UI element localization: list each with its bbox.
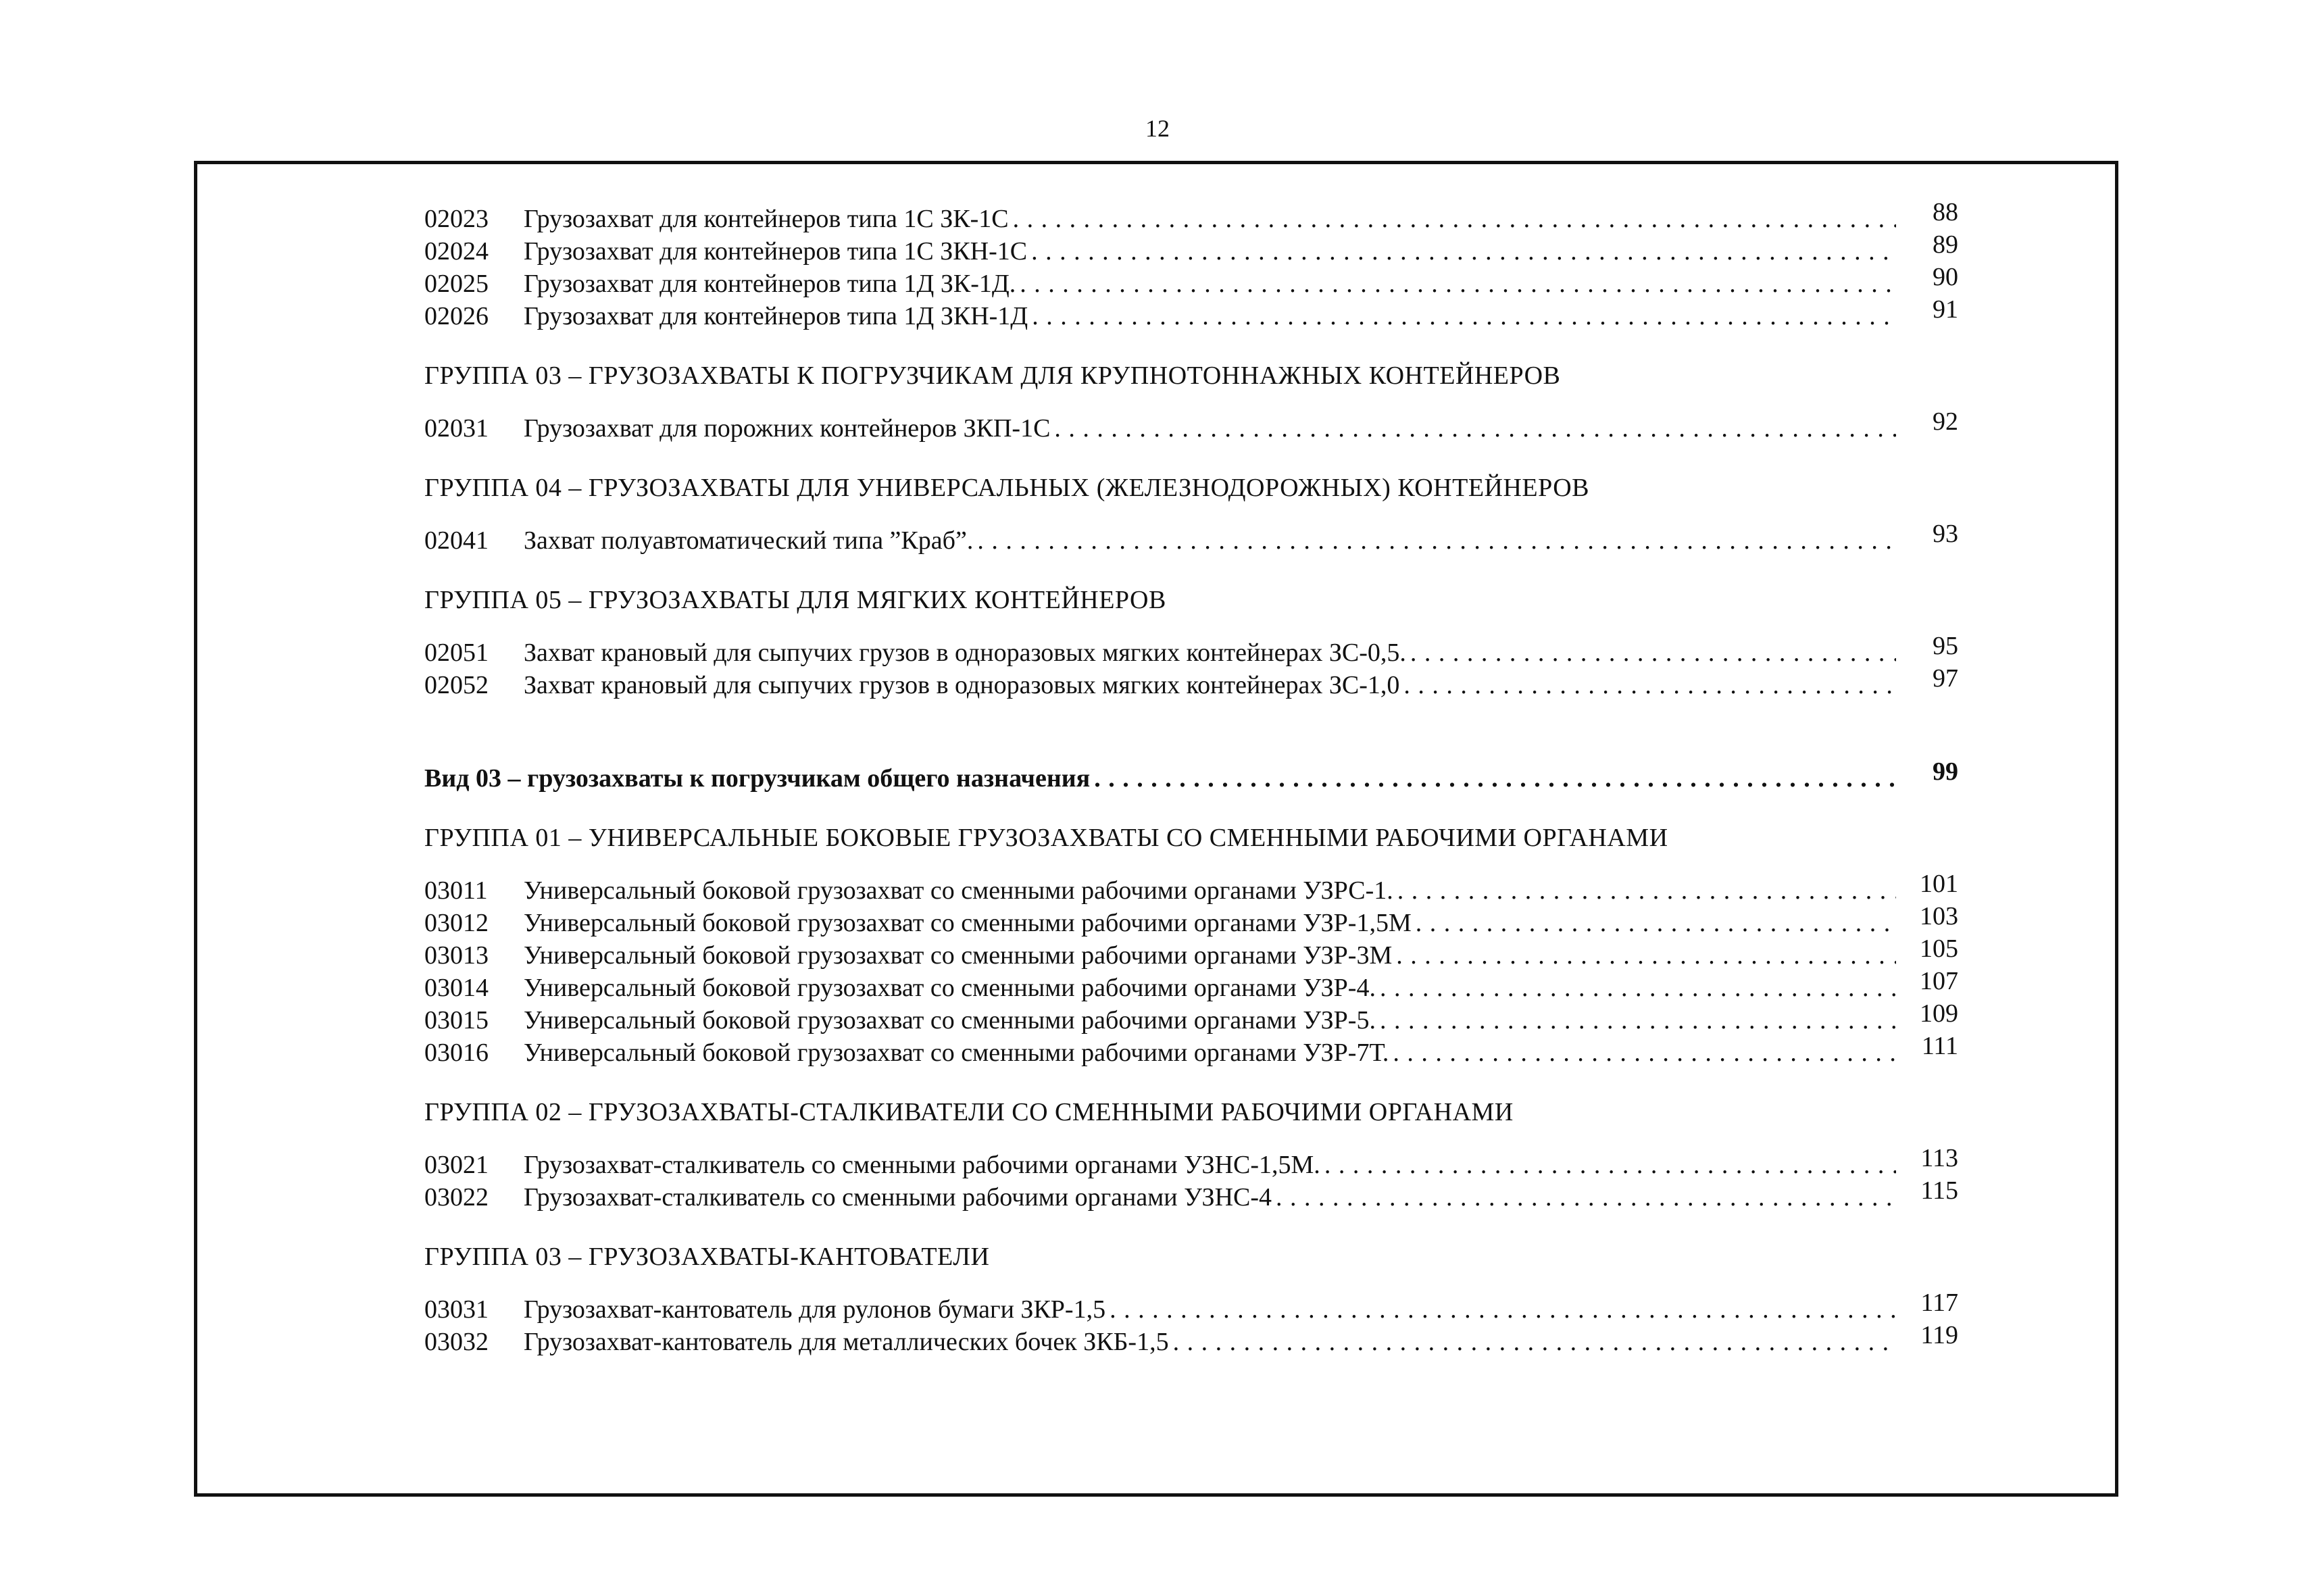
entry-page: 90 xyxy=(1933,263,1958,291)
entry-title: Универсальный боковой грузозахват со сменными рабочими органами УЗР-7Т. xyxy=(524,1039,1389,1067)
entry-page: 115 xyxy=(1920,1176,1958,1205)
toc-entry xyxy=(424,1321,1958,1358)
entry-title: Захват полуавтоматический типа ”Краб”. xyxy=(524,526,974,555)
view-title: Вид 03 – грузозахваты к погрузчикам общего назначения xyxy=(424,764,1091,793)
entry-page: 105 xyxy=(1920,934,1958,963)
entry-page: 91 xyxy=(1933,295,1958,324)
entry-page: 107 xyxy=(1920,967,1958,995)
entry-title: Универсальный боковой грузозахват со сменными рабочими органами УЗР-1,5М xyxy=(524,909,1412,937)
toc-entry xyxy=(424,632,1958,669)
entry-page: 113 xyxy=(1920,1144,1958,1172)
group-heading: ГРУППА 03 – ГРУЗОЗАХВАТЫ-КАНТОВАТЕЛИ xyxy=(424,1243,990,1271)
entry-page: 109 xyxy=(1920,999,1958,1028)
group-heading: ГРУППА 04 – ГРУЗОЗАХВАТЫ ДЛЯ УНИВЕРСАЛЬНЫХ (ЖЕЛЕЗНОДОРОЖНЫХ) КОНТЕЙНЕРОВ xyxy=(424,474,1590,502)
entry-title: Грузозахват для контейнеров типа 1Д ЗКН-1Д xyxy=(524,302,1028,330)
entry-title: Универсальный боковой грузозахват со сменными рабочими органами УЗРС-1. xyxy=(524,876,1393,905)
entry-code: 03014 xyxy=(424,974,489,1002)
entry-code: 02025 xyxy=(424,270,489,298)
entry-title: Грузозахват-сталкиватель со сменными рабочими органами УЗНС-4 xyxy=(524,1183,1272,1212)
toc-entry xyxy=(424,967,1958,1004)
dot-leader xyxy=(1396,939,1896,972)
entry-title: Универсальный боковой грузозахват со сменными рабочими органами УЗР-3М xyxy=(524,941,1393,970)
entry-code: 02026 xyxy=(424,302,489,330)
toc-entry xyxy=(424,1032,1958,1069)
page-number: 12 xyxy=(1145,115,1170,142)
dot-leader xyxy=(1094,762,1896,795)
table-of-contents xyxy=(424,198,1958,1358)
entry-code: 03016 xyxy=(424,1039,489,1067)
toc-entry xyxy=(424,934,1958,972)
entry-title: Универсальный боковой грузозахват со сменными рабочими органами УЗР-5. xyxy=(524,1006,1376,1034)
entry-title: Грузозахват-кантователь для рулонов бумаги ЗКР-1,5 xyxy=(524,1295,1106,1324)
entry-code: 02052 xyxy=(424,671,489,699)
entry-title: Универсальный боковой грузозахват со сменными рабочими органами УЗР-4. xyxy=(524,974,1376,1002)
toc-entry xyxy=(424,263,1958,300)
entry-code: 02024 xyxy=(424,237,489,266)
entry-title: Захват крановый для сыпучих грузов в одноразовых мягких контейнерах ЗС-1,0 xyxy=(524,671,1400,699)
toc-entry xyxy=(424,870,1958,907)
entry-page: 111 xyxy=(1921,1032,1958,1060)
top-entries xyxy=(424,198,1958,332)
entry-page: 93 xyxy=(1933,520,1958,548)
entry-page: 103 xyxy=(1920,902,1958,930)
entry-title: Грузозахват для контейнеров типа 1С ЗКН-1С xyxy=(524,237,1028,266)
dot-leader xyxy=(1173,1326,1896,1358)
toc-entry xyxy=(424,407,1958,445)
entry-code: 02023 xyxy=(424,205,489,233)
entry-code: 02051 xyxy=(424,639,489,667)
dot-leader xyxy=(977,524,1896,557)
toc-entry xyxy=(424,198,1958,235)
toc-entry xyxy=(424,230,1958,268)
toc-entry xyxy=(424,1144,1958,1181)
dot-leader xyxy=(1397,874,1896,907)
entry-page: 119 xyxy=(1920,1321,1958,1349)
entry-title: Грузозахват-сталкиватель со сменными рабочими органами УЗНС-1,5М. xyxy=(524,1151,1320,1179)
dot-leader xyxy=(1410,637,1896,669)
entry-page: 88 xyxy=(1933,198,1958,226)
view-heading xyxy=(424,757,1958,795)
entry-page: 97 xyxy=(1933,664,1958,693)
entry-page: 101 xyxy=(1920,870,1958,898)
dot-leader xyxy=(1416,907,1896,939)
entry-page: 117 xyxy=(1920,1289,1958,1317)
dot-leader xyxy=(1276,1181,1896,1214)
dot-leader xyxy=(1054,412,1896,445)
group-heading: ГРУППА 02 – ГРУЗОЗАХВАТЫ-СТАЛКИВАТЕЛИ СО СМЕННЫМИ РАБОЧИМИ ОРГАНАМИ xyxy=(424,1098,1514,1126)
dot-leader xyxy=(1020,268,1896,300)
toc-entry xyxy=(424,520,1958,557)
dot-leader xyxy=(1380,972,1896,1004)
view-page: 99 xyxy=(1933,757,1958,786)
entry-page: 92 xyxy=(1933,407,1958,436)
entry-code: 03021 xyxy=(424,1151,489,1179)
entry-title: Грузозахват для контейнеров типа 1С ЗК-1С xyxy=(524,205,1009,233)
toc-entry xyxy=(424,999,1958,1037)
dot-leader xyxy=(1110,1293,1896,1326)
dot-leader xyxy=(1393,1037,1896,1069)
group-heading: ГРУППА 03 – ГРУЗОЗАХВАТЫ К ПОГРУЗЧИКАМ ДЛЯ КРУПНОТОННАЖНЫХ КОНТЕЙНЕРОВ xyxy=(424,361,1561,390)
entry-code: 03011 xyxy=(424,876,488,905)
entry-title: Грузозахват для контейнеров типа 1Д ЗК-1Д. xyxy=(524,270,1016,298)
toc-entry xyxy=(424,295,1958,332)
toc-entry xyxy=(424,1289,1958,1326)
entry-code: 03013 xyxy=(424,941,489,970)
group-heading: ГРУППА 01 – УНИВЕРСАЛЬНЫЕ БОКОВЫЕ ГРУЗОЗАХВАТЫ СО СМЕННЫМИ РАБОЧИМИ ОРГАНАМИ xyxy=(424,824,1668,852)
entry-title: Грузозахват для порожних контейнеров ЗКП-1С xyxy=(524,414,1051,443)
toc-entry xyxy=(424,1176,1958,1214)
entry-code: 02031 xyxy=(424,414,489,443)
dot-leader xyxy=(1031,235,1896,268)
entry-code: 03015 xyxy=(424,1006,489,1034)
entry-page: 89 xyxy=(1933,230,1958,259)
dot-leader xyxy=(1032,300,1896,332)
toc-entry xyxy=(424,902,1958,939)
entry-code: 03012 xyxy=(424,909,489,937)
dot-leader xyxy=(1324,1149,1896,1181)
dot-leader xyxy=(1380,1004,1896,1037)
entry-title: Грузозахват-кантователь для металлических бочек ЗКБ-1,5 xyxy=(524,1328,1169,1356)
toc-entry xyxy=(424,664,1958,701)
dot-leader xyxy=(1403,669,1896,701)
group-heading: ГРУППА 05 – ГРУЗОЗАХВАТЫ ДЛЯ МЯГКИХ КОНТЕЙНЕРОВ xyxy=(424,586,1166,614)
entry-code: 02041 xyxy=(424,526,489,555)
entry-page: 95 xyxy=(1933,632,1958,660)
entry-code: 03032 xyxy=(424,1328,489,1356)
entry-title: Захват крановый для сыпучих грузов в одноразовых мягких контейнерах ЗС-0,5. xyxy=(524,639,1406,667)
entry-code: 03031 xyxy=(424,1295,489,1324)
entry-code: 03022 xyxy=(424,1183,489,1212)
dot-leader xyxy=(1013,203,1896,235)
